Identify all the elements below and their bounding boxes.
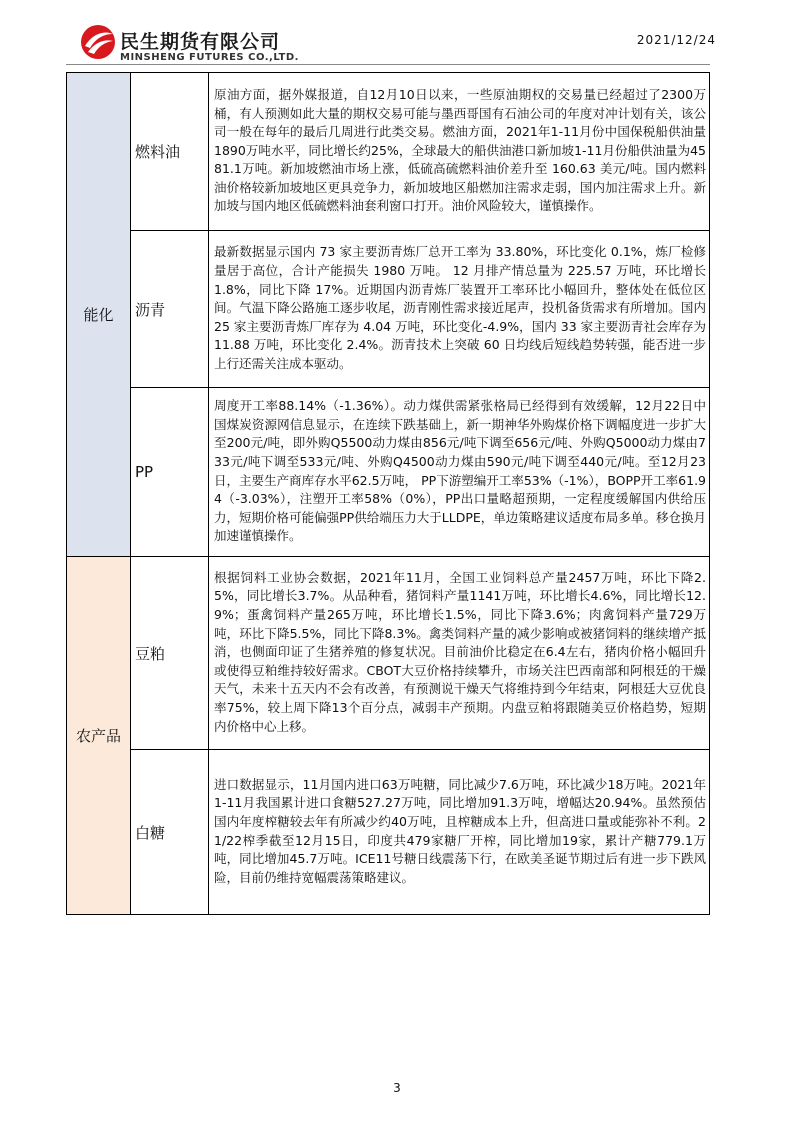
table-row [67,73,710,231]
product-cell-pp: PP [131,388,209,557]
category-cell-energy: 能化 [67,73,131,557]
analysis-text-soymeal: 根据饲料工业协会数据，2021年11月，全国工业饲料总产量2457万吨，环比下降2.5%，同比增长3.7%。从品种看，猪饲料产量1141万吨，环比增长4.6%，同比增长12.9%；蛋禽饲料产量265万吨，环比增长1.5%，同比下降3.6%；肉禽饲料产量729万吨，环比下降5.5%，同比下降8.3%。禽类饲料产量的减少影响或被猪饲料的继续增产抵消，也侧面印证了生猪养殖的修复状况。目前油价比稳定在6.4左右，猪肉价格小幅回升或使得豆粕维持较好需求。CBOT大豆价格持续攀升，市场关注巴西南部和阿根廷的干燥天气，未来十五天内不会有改善，有预测说干燥天气将维持到今年结束，阿根廷大豆优良率75%，较上周下降13个百分点，减弱丰产预期。内盘豆粕将跟随美豆价格趋势，短期内价格中心上移。 [209,557,710,750]
company-logo [80,22,320,70]
table-row [67,388,710,557]
table-row [67,557,710,750]
report-date: 2021/12/24 [636,33,716,47]
table-row [67,750,710,915]
commodity-report-table [66,72,710,915]
company-name-en: MINSHENG FUTURES CO.,LTD. [120,52,299,63]
minsheng-logo-icon [80,24,116,60]
analysis-text-sugar: 进口数据显示，11月国内进口63万吨糖，同比减少7.6万吨，环比减少18万吨。2021年1-11月我国累计进口食糖527.27万吨，同比增加91.3万吨，增幅达20.94%。虽然预估国内年度榨糖较去年有所减少约40万吨，且榨糖成本上升，但高进口量或能弥补不利。21/22榨季截至12月15日，印度共479家糖厂开榨，同比增加19家，累计产糖779.1万吨，同比增加45.7万吨。ICE11号糖日线震荡下行，在欧美圣诞节期过后有进一步下跌风险，目前仍维持宽幅震荡策略建议。 [209,750,710,915]
analysis-text-asphalt: 最新数据显示国内 73 家主要沥青炼厂总开工率为 33.80%，环比变化 0.1%，炼厂检修量居于高位，合计产能损失 1980 万吨。 12 月排产情总量为 225.57 万吨，环比增长 1.8%，同比下降 17%。近期国内沥青炼厂装置开工率环比小幅回升，整体处在低位区间。气温下降公路施工逐步收尾，沥青刚性需求接近尾声，投机备货需求有所增加。国内 25 家主要沥青炼厂库存为 4.04 万吨，环比变化-4.9%，国内 33 家主要沥青社会库存为 11.88 万吨，环比变化 2.4%。沥青技术上突破 60 日均线后短线趋势转强，能否进一步上行还需关注成本驱动。 [209,231,710,388]
product-cell-fuel-oil: 燃料油 [131,73,209,231]
product-cell-sugar: 白糖 [131,750,209,915]
product-cell-soymeal: 豆粕 [131,557,209,750]
table-row [67,231,710,388]
category-cell-agri: 农产品 [67,557,131,915]
analysis-text-fuel-oil: 原油方面，据外媒报道，自12月10日以来，一些原油期权的交易量已经超过了2300万桶，有人预测如此大量的期权交易可能与墨西哥国有石油公司的年度对冲计划有关，该公司一般在每年的最后几周进行此类交易。燃油方面，2021年1-11月份中国保税船供油量1890万吨水平，同比增长约25%，全球最大的船供油港口新加坡1-11月份船供油量为4581.1万吨。新加坡燃油市场上涨，低硫高硫燃料油价差升至 160.63 美元/吨。国内燃料油价格较新加坡地区更具竞争力，新加坡地区船燃加注需求走弱，国内加注需求上升。新加坡与国内地区低硫燃料油套利窗口打开。油价风险较大，谨慎操作。 [209,73,710,231]
analysis-text-pp: 周度开工率88.14%（-1.36%）。动力煤供需紧张格局已经得到有效缓解，12月22日中国煤炭资源网信息显示，在连续下跌基础上，新一期神华外购煤价格下调幅度进一步扩大至200元/吨，即外购Q5500动力煤由856元/吨下调至656元/吨、外购Q5000动力煤由733元/吨下调至533元/吨、外购Q4500动力煤由590元/吨下调至440元/吨。至12月23日，主要生产商库存水平62.5万吨， PP下游塑编开工率53%（-1%），BOPP开工率61.94（-3.03%），注塑开工率58%（0%），PP出口量略超预期，一定程度缓解国内供给压力，短期价格可能偏强PP供给端压力大于LLDPE，单边策略建议适度布局多单。移仓换月加速谨慎操作。 [209,388,710,557]
page-number: 3 [393,1081,401,1095]
header-rule [66,64,710,65]
company-name-cn: 民生期货有限公司 [120,31,281,53]
product-cell-asphalt: 沥青 [131,231,209,388]
